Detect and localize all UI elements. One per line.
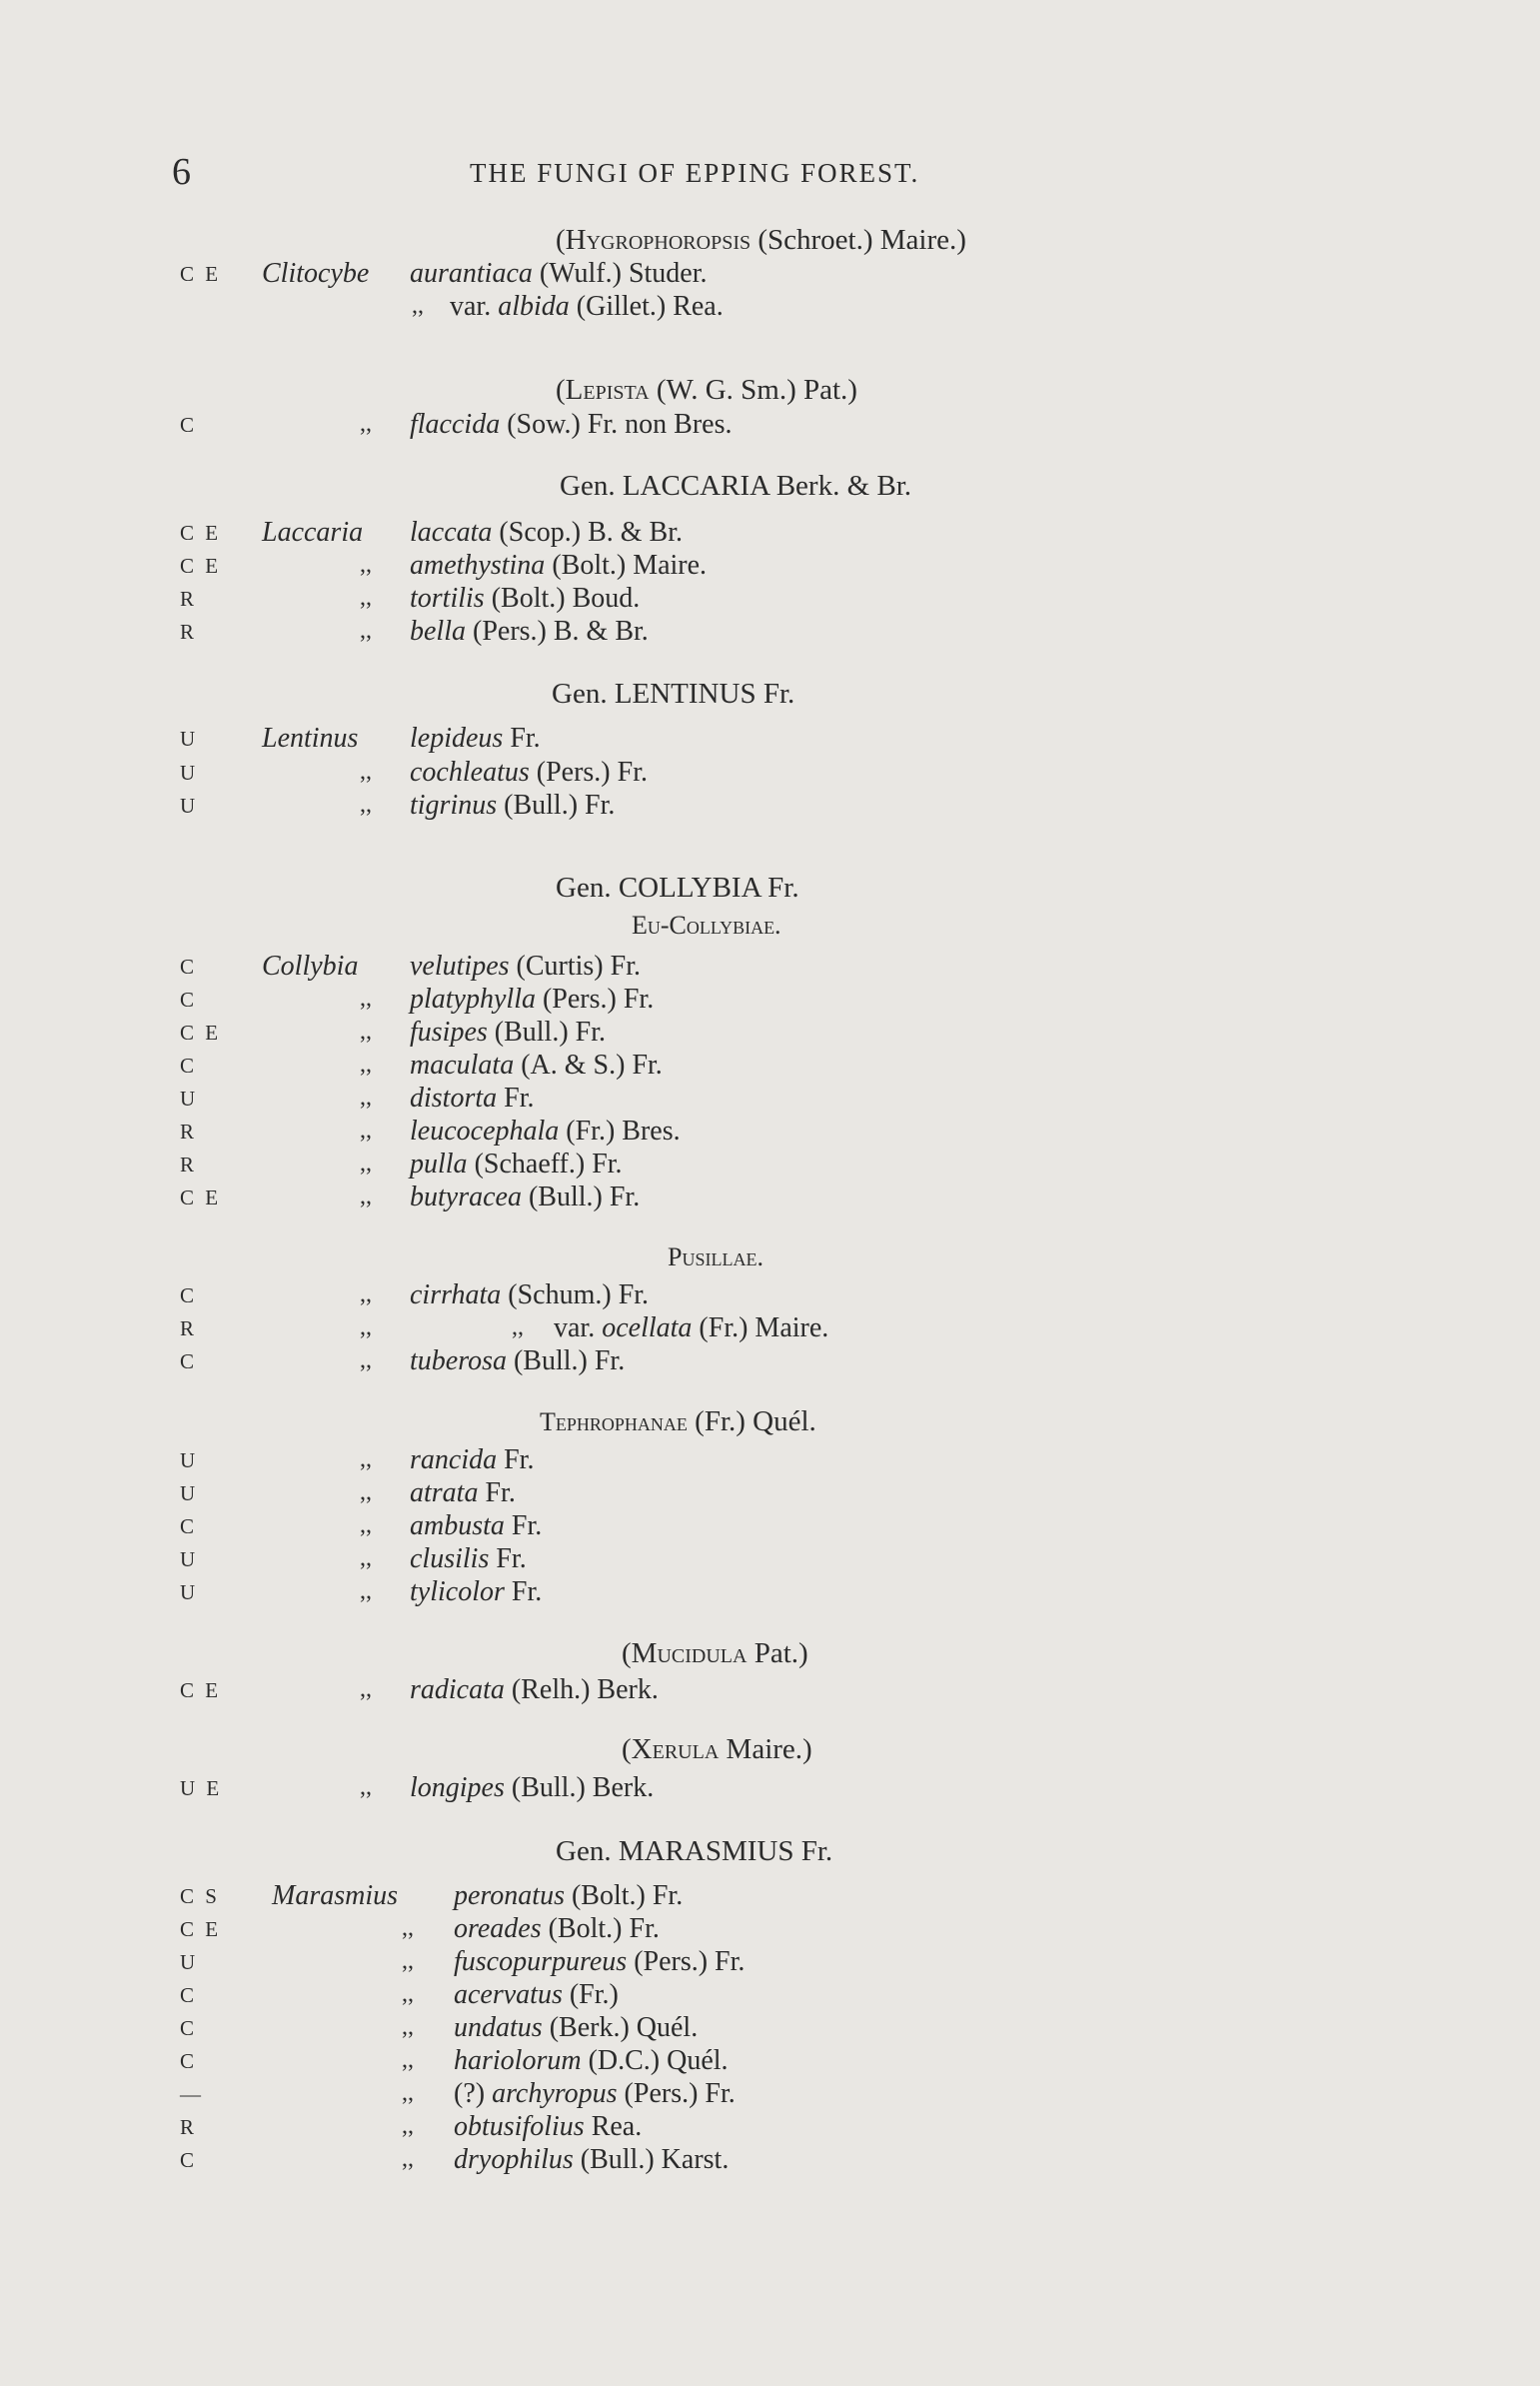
status-code: C <box>180 413 198 437</box>
ditto-mark: ,, <box>360 1676 372 1702</box>
ditto-mark: ,, <box>360 585 372 611</box>
species-entry: flaccida (Sow.) Fr. non Bres. <box>410 409 733 440</box>
species-entry: longipes (Bull.) Berk. <box>410 1772 655 1803</box>
ditto-mark: ,, <box>360 1347 372 1373</box>
species-entry: tigrinus (Bull.) Fr. <box>410 790 616 821</box>
ditto-mark: ,, <box>360 1118 372 1144</box>
status-code: U <box>180 727 199 751</box>
ditto-mark: ,, <box>360 1151 372 1177</box>
status-code: U E <box>180 1776 223 1800</box>
genus-heading-laccaria: Gen. LACCARIA Berk. & Br. <box>560 470 912 502</box>
species-entry: ambusta Fr. <box>410 1510 543 1541</box>
species-entry: leucocephala (Fr.) Bres. <box>410 1116 681 1147</box>
species-entry: dryophilus (Bull.) Karst. <box>454 2144 730 2175</box>
species-entry: fuscopurpureus (Pers.) Fr. <box>454 1946 746 1977</box>
status-code: C <box>180 1514 198 1538</box>
genus-name: Marasmius <box>272 1880 399 1911</box>
status-code: C <box>180 2049 198 2073</box>
ditto-mark: ,, <box>360 1019 372 1045</box>
species-entry: peronatus (Bolt.) Fr. <box>454 1880 684 1911</box>
ditto-mark: ,, <box>402 2080 414 2106</box>
status-code: R <box>180 587 198 611</box>
species-entry: butyracea (Bull.) Fr. <box>410 1182 641 1212</box>
ditto-mark: ,, <box>402 2146 414 2172</box>
subgenus-heading-mucidula: (Mucidula Pat.) <box>622 1637 808 1669</box>
species-entry: radicata (Relh.) Berk. <box>410 1674 659 1705</box>
species-entry: oreades (Bolt.) Fr. <box>454 1913 660 1944</box>
section-heading-pusillae: Pusillae. <box>668 1242 764 1271</box>
species-entry: amethystina (Bolt.) Maire. <box>410 550 708 581</box>
ditto-mark: ,, <box>360 1774 372 1800</box>
species-entry: aurantiaca (Wulf.) Studer. <box>410 258 708 289</box>
status-code: C <box>180 955 198 979</box>
status-code: C E <box>180 262 222 286</box>
status-code: C <box>180 2016 198 2040</box>
ditto-mark: ,, <box>360 1479 372 1505</box>
species-entry: pulla (Schaeff.) Fr. <box>410 1149 623 1180</box>
ditto-mark: ,, <box>402 2113 414 2139</box>
status-code: C <box>180 988 198 1012</box>
status-code: U <box>180 794 199 818</box>
status-code: U <box>180 1481 199 1505</box>
status-code: U <box>180 1448 199 1472</box>
species-entry: atrata Fr. <box>410 1477 516 1508</box>
ditto-mark: ,, <box>402 1948 414 1974</box>
status-code: C <box>180 1283 198 1307</box>
genus-name: Clitocybe <box>262 258 370 289</box>
ditto-mark: ,, <box>360 792 372 818</box>
genus-name: Laccaria <box>262 517 364 548</box>
status-code: U <box>180 1087 199 1111</box>
subgenus-heading-lepista: (Lepista (W. G. Sm.) Pat.) <box>556 374 857 406</box>
ditto-mark: ,, <box>360 1085 372 1111</box>
species-entry: hariolorum (D.C.) Quél. <box>454 2045 729 2076</box>
ditto-mark: ,, <box>402 1915 414 1941</box>
status-code: R <box>180 1120 198 1144</box>
status-code: C <box>180 1054 198 1078</box>
genus-heading-marasmius: Gen. MARASMIUS Fr. <box>556 1835 833 1867</box>
species-entry: distorta Fr. <box>410 1083 535 1114</box>
ditto-mark: ,, <box>360 1314 372 1340</box>
ditto-mark: ,, <box>360 1545 372 1571</box>
status-code: C E <box>180 1917 222 1941</box>
ditto-mark: ,, <box>412 293 424 319</box>
species-entry: platyphylla (Pers.) Fr. <box>410 984 655 1015</box>
status-code: R <box>180 620 198 644</box>
ditto-mark: ,, <box>402 2047 414 2073</box>
status-code: C E <box>180 1678 222 1702</box>
species-entry: acervatus (Fr.) <box>454 1979 619 2010</box>
species-entry: obtusifolius Rea. <box>454 2111 643 2142</box>
species-entry: undatus (Berk.) Quél. <box>454 2012 699 2043</box>
section-heading-tephrophanae: Tephrophanae (Fr.) Quél. <box>540 1405 816 1437</box>
ditto-mark: ,, <box>512 1314 524 1340</box>
species-entry: maculata (A. & S.) Fr. <box>410 1050 663 1081</box>
genus-heading-lentinus: Gen. LENTINUS Fr. <box>552 678 795 710</box>
status-code: C E <box>180 1021 222 1045</box>
ditto-mark: ,, <box>360 618 372 644</box>
ditto-mark: ,, <box>360 986 372 1012</box>
ditto-mark: ,, <box>360 411 372 437</box>
status-code: — <box>180 2082 204 2106</box>
genus-name: Collybia <box>262 951 359 982</box>
species-entry: rancida Fr. <box>410 1444 535 1475</box>
genus-heading-collybia: Gen. COLLYBIA Fr. <box>556 872 799 904</box>
ditto-mark: ,, <box>360 1281 372 1307</box>
status-code: R <box>180 1153 198 1177</box>
species-entry: laccata (Scop.) B. & Br. <box>410 517 683 548</box>
variety-entry: var. ocellata (Fr.) Maire. <box>554 1312 829 1343</box>
ditto-mark: ,, <box>360 1512 372 1538</box>
status-code: C <box>180 2148 198 2172</box>
species-entry: tortilis (Bolt.) Boud. <box>410 583 641 614</box>
status-code: U <box>180 1950 199 1974</box>
section-heading-eucollybiae: Eu-Collybiae. <box>632 911 781 940</box>
species-entry: tuberosa (Bull.) Fr. <box>410 1345 626 1376</box>
page-number: 6 <box>172 151 191 193</box>
genus-name: Lentinus <box>262 723 359 754</box>
status-code: R <box>180 2115 198 2139</box>
variety-entry: var. albida (Gillet.) Rea. <box>450 291 724 322</box>
ditto-mark: ,, <box>360 1052 372 1078</box>
species-entry: cirrhata (Schum.) Fr. <box>410 1279 650 1310</box>
ditto-mark: ,, <box>360 552 372 578</box>
ditto-mark: ,, <box>360 1578 372 1604</box>
status-code: U <box>180 1580 199 1604</box>
status-code: C <box>180 1349 198 1373</box>
species-entry: tylicolor Fr. <box>410 1576 543 1607</box>
ditto-mark: ,, <box>360 759 372 785</box>
status-code: U <box>180 761 199 785</box>
ditto-mark: ,, <box>402 1981 414 2007</box>
status-code: C <box>180 1983 198 2007</box>
species-entry: (?) archyropus (Pers.) Fr. <box>454 2078 736 2109</box>
status-code: U <box>180 1547 199 1571</box>
species-entry: bella (Pers.) B. & Br. <box>410 616 649 647</box>
status-code: C E <box>180 1186 222 1209</box>
ditto-mark: ,, <box>360 1184 372 1209</box>
species-entry: clusilis Fr. <box>410 1543 527 1574</box>
species-entry: fusipes (Bull.) Fr. <box>410 1017 607 1048</box>
species-entry: lepideus Fr. <box>410 723 541 754</box>
species-entry: velutipes (Curtis) Fr. <box>410 951 641 982</box>
status-code: C E <box>180 521 222 545</box>
running-head: THE FUNGI OF EPPING FOREST. <box>470 158 920 188</box>
species-entry: cochleatus (Pers.) Fr. <box>410 757 648 788</box>
ditto-mark: ,, <box>402 2014 414 2040</box>
ditto-mark: ,, <box>360 1446 372 1472</box>
status-code: R <box>180 1316 198 1340</box>
status-code: C E <box>180 554 222 578</box>
status-code: C S <box>180 1884 220 1908</box>
subgenus-heading-xerula: (Xerula Maire.) <box>622 1733 812 1765</box>
subgenus-heading-hygrophoropsis: (Hygrophoropsis (Schroet.) Maire.) <box>556 224 966 256</box>
